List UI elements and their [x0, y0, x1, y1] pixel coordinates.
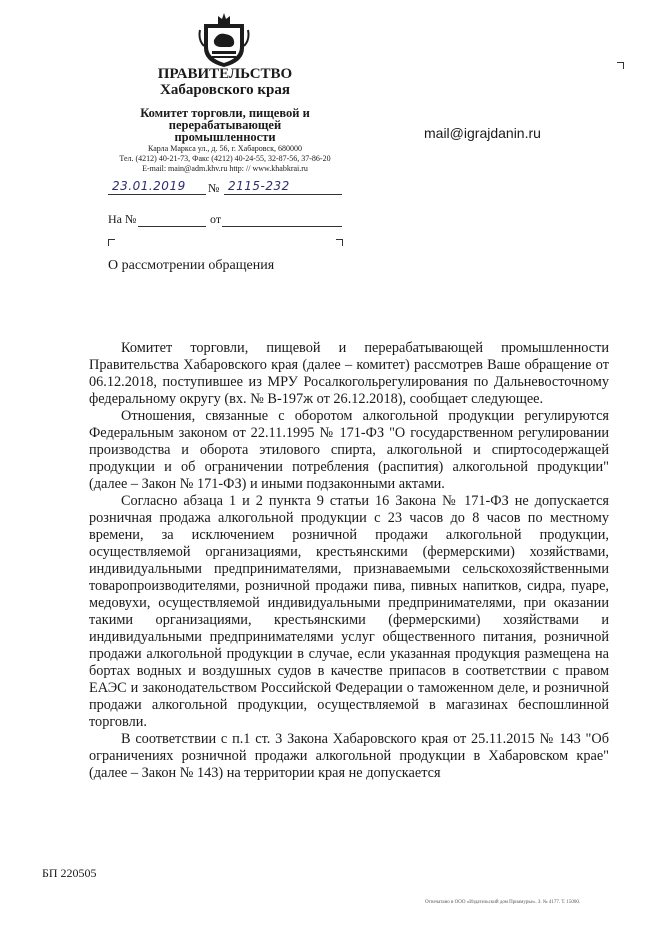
form-code: БП 220505 — [42, 866, 97, 880]
outgoing-number: 2115-232 — [228, 179, 290, 193]
bracket-right-icon — [336, 239, 343, 246]
reference-underline — [138, 226, 206, 227]
contact-address — [100, 144, 350, 174]
committee-name — [130, 107, 320, 143]
number-label: № — [208, 181, 220, 195]
committee-line: промышленности — [174, 130, 276, 144]
reference-date-underline — [222, 226, 342, 227]
body-paragraph: Отношения, связанные с оборотом алкогольной продукции регулируются Федеральным законом от 22.11.1995 № 171-ФЗ "О государственном регулировании производства и оборота этилового спирта, алкогольной и спиртосодержащей продукции и об ограничении потребления (распития) алкогольной продукции" (далее – Закон № 171-ФЗ) и иными подзаконными актами. — [89, 408, 609, 492]
reference-from-label: от — [210, 212, 222, 226]
phone-line: Тел. (4212) 40-21-73, Факс (4212) 40-24-55, 32-87-56, 37-86-20 — [119, 154, 331, 163]
address-line: Карла Маркса ул., д. 56, г. Хабаровск, 680000 — [148, 144, 302, 153]
committee-line: Комитет торговли, пищевой и — [140, 106, 310, 120]
date-underline — [108, 194, 206, 195]
committee-line: перерабатывающей — [168, 118, 282, 132]
region-title: Хабаровского края — [160, 82, 290, 98]
number-underline — [224, 194, 342, 195]
reference-label: На № — [108, 212, 137, 226]
coat-of-arms-emblem — [198, 10, 250, 68]
printer-imprint: Отпечатано в ООО «Издательский дом Приамурье». З. № 4177. Т. 15000. — [425, 900, 581, 905]
body-paragraph: Комитет торговли, пищевой и перерабатывающей промышленности Правительства Хабаровского края (далее – комитет) рассмотрев Ваше обращение от 06.12.2018, поступившее из МРУ Росалкогольрегулирования по Дальневосточному федеральному округу (вх. № В-197ж от 26.12.2018), сообщает следующее. — [89, 340, 609, 407]
recipient-email: mail@igrajdanin.ru — [424, 125, 541, 141]
corner-mark-icon — [617, 62, 624, 69]
bracket-left-icon — [108, 239, 115, 246]
email-line: E-mail: main@adm.khv.ru http: // www.khabkrai.ru — [142, 164, 308, 173]
government-title: ПРАВИТЕЛЬСТВО — [157, 66, 293, 82]
letter-body — [89, 340, 609, 782]
letter-subject: О рассмотрении обращения — [108, 258, 275, 273]
body-paragraph: Согласно абзаца 1 и 2 пункта 9 статьи 16 Закона № 171-ФЗ не допускается розничная продажа алкогольной продукции с 23 часов до 8 часов по местному времени, за исключением розничной продажи алкогольной продукции, осуществляемой организациями, крестьянскими (фермерскими) хозяйствами, индивидуальными предпринимателями, признаваемыми сельскохозяйственными товаропроизводителями, розничной продажи пива, пивных напитков, сидра, пуаре, медовухи, осуществляемой индивидуальными предпринимателями, при оказании такими организациями, крестьянскими (фермерскими) хозяйствами и индивидуальными предпринимателями услуг общественного питания, розничной продажи алкогольной продукции в случае, если указанная продукция размещена на бортах водных и воздушных судов в качестве припасов в соответствии с правом ЕАЭС и законодательством Российской Федерации о таможенном деле, и розничной продажи алкогольной продукции, осуществляемой в магазинах беспошлинной торговли. — [89, 493, 609, 730]
outgoing-date: 23.01.2019 — [112, 179, 186, 193]
body-paragraph: В соответствии с п.1 ст. 3 Закона Хабаровского края от 25.11.2015 № 143 "Об ограничениях розничной продажи алкогольной продукции в Хабаровском крае" (далее – Закон № 143) на территории края не допускается — [89, 731, 609, 781]
